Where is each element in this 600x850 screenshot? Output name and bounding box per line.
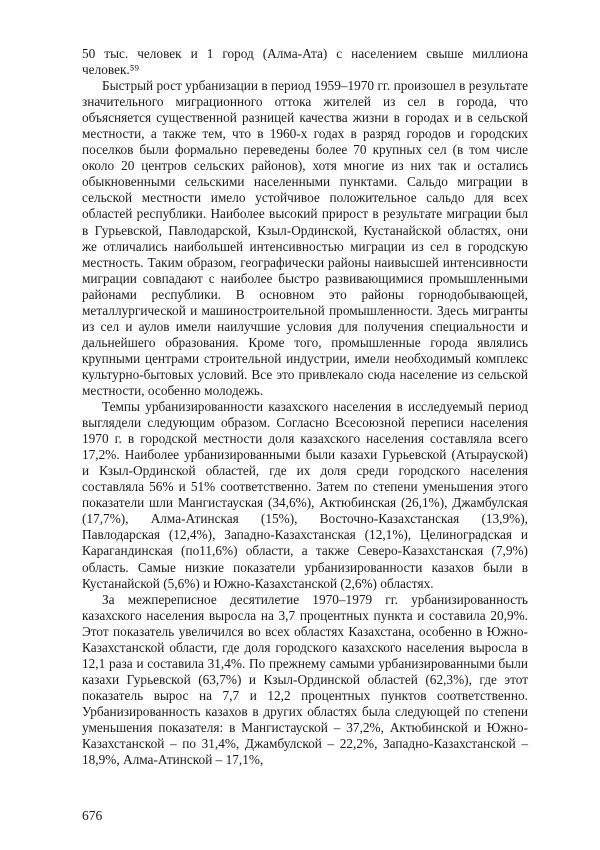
paragraph-kazakh-urbanization-1970: Темпы урбанизированности казахского населения в исследуемый период выглядели следующим образом. Согласно Всесоюзной переписи населения 1970 г. в городской местности доля казахского населения составляла всего 17,2%. Наиболее урбанизированными были казахи Гурьевской (Атырауской) и Кзыл-Ординской областей, где их доля среди городского населения составляла 56% и 51% соответственно. Затем по степени уменьшения этого показатели шли Мангистауская (34,6%), Актюбинская (26,1%), Джамбулская (17,7%), Алма-Атинская (15%), Восточно-Казахстанская (13,9%), Павлодарская (12,4%), Западно-Казахстанская (12,1%), Целиноградская и Карагандинская (по11,6%) области, а также Северо-Казахстанская (7,9%) область. Самые низкие показатели урбанизированности казахов были в Кустанайской (5,6%) и Южно-Казахстанской (2,6%) областях.	[82, 399, 528, 591]
body-text	[82, 46, 528, 768]
paragraph-continuation: 50 тыс. человек и 1 город (Алма-Ата) с населением свыше миллиона человек.⁵⁹	[82, 46, 528, 78]
paragraph-urbanization-growth: Быстрый рост урбанизации в период 1959–1970 гг. произошел в результате значительного миграционного оттока жителей из сел в города, что объясняется существенной разницей качества жизни в городах и в сельской местности, а также тем, что в 1960-х годах в разряд городов и городских поселков были формально переведены более 70 крупных сел (в том числе около 20 центров сельских районов), хотя многие из них так и остались обыкновенными сельскими населенными пунктами. Сальдо миграции в сельской местности имело устойчивое положительное сальдо для всех областей республики. Наиболее высокий прирост в результате миграции был в Гурьевской, Павлодарской, Кзыл-Ординской, Кустанайской областях, они же отличались наибольшей интенсивностью миграции из сел в городскую местность. Таким образом, географически районы наивысшей интенсивности миграции совпадают с наиболее быстро развивающимися промышленными районами республики. В основном это районы горнодобывающей, металлургической и машиностроительной промышленности. Здесь мигранты из сел и аулов имели наилучшие условия для получения специальности и дальнейшего образования. Кроме того, промышленные города являлись крупными центрами строительной индустрии, имели необходимый комплекс культурно-бытовых условий. Все это привлекало сюда население из сельской местности, особенно молодежь.	[82, 78, 528, 398]
paragraph-kazakh-urbanization-1979: За межпереписное десятилетие 1970–1979 гг. урбанизированность казахского населения выросла на 3,7 процентных пункта и составила 20,9%. Этот показатель увеличился во всех областях Казахстана, особенно в Южно-Казахстанской области, где доля городского казахского населения выросла в 12,1 раза и составила 31,4%. По прежнему самыми урбанизированными были казахи Гурьевской (63,7%) и Кзыл-Ординской областей (62,3%), где этот показатель вырос на 7,7 и 12,2 процентных пунктов соответственно. Урбанизированность казахов в других областях была следующей по степени уменьшения показателя: в Мангистауской – 37,2%, Актюбинской и Южно-Казахстанской – по 31,4%, Джамбулской – 22,2%, Западно-Казахстанской – 18,9%, Алма-Атинской – 17,1%,	[82, 591, 528, 768]
page-number: 676	[82, 808, 103, 823]
